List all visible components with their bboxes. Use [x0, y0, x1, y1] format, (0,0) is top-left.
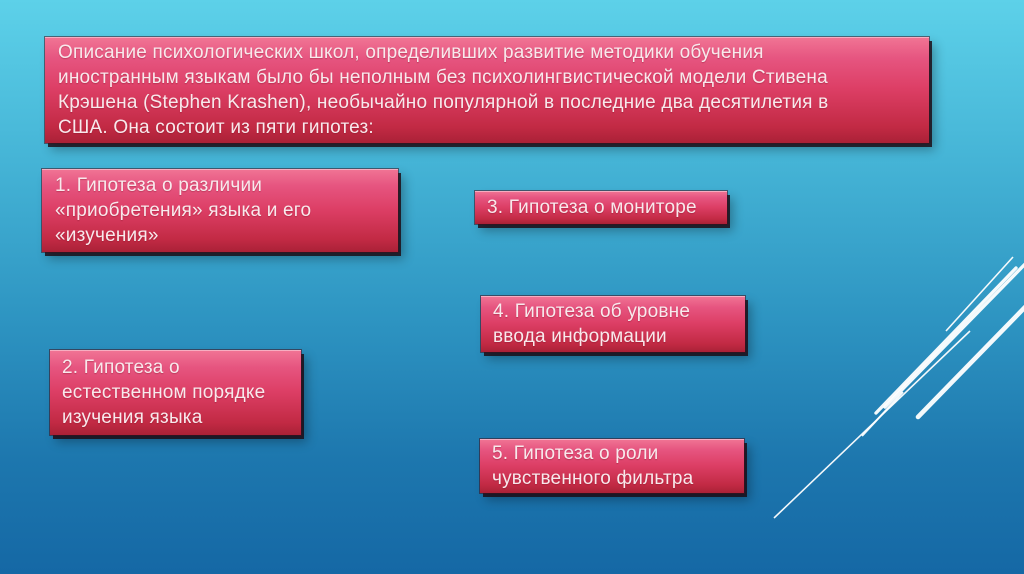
intro-text-line: иностранным языкам было бы неполным без психолингвистической модели Стивена: [58, 67, 828, 88]
hypothesis-box-3: [475, 191, 727, 224]
intro-text-line: Описание психологических школ, определивших развитие методики обучения: [58, 42, 764, 63]
hypothesis-text-line: 3. Гипотеза о мониторе: [487, 197, 697, 218]
hypothesis-box-5: [480, 439, 744, 493]
hypothesis-text-line: изучения языка: [62, 407, 203, 428]
intro-text-box: [45, 37, 929, 143]
hypothesis-text-line: 5. Гипотеза о роли: [492, 443, 659, 464]
intro-text-line: Крэшена (Stephen Krashen), необычайно популярной в последние два десятилетия в: [58, 92, 829, 113]
hypothesis-box-4: [481, 296, 745, 352]
hypothesis-text-line: «изучения»: [55, 225, 159, 246]
hypothesis-text-line: естественном порядке: [62, 382, 266, 403]
hypothesis-text-line: чувственного фильтра: [492, 468, 694, 489]
hypothesis-text-line: «приобретения» языка и его: [55, 200, 312, 221]
hypothesis-box-2: [50, 350, 301, 435]
hypothesis-text-line: 2. Гипотеза о: [62, 357, 180, 378]
intro-text-line: США. Она состоит из пяти гипотез:: [58, 117, 374, 138]
hypothesis-text-line: ввода информации: [493, 326, 667, 347]
hypothesis-text-line: 4. Гипотеза об уровне: [493, 301, 691, 322]
hypothesis-text-line: 1. Гипотеза о различии: [55, 175, 263, 196]
hypothesis-box-1: [42, 169, 398, 252]
